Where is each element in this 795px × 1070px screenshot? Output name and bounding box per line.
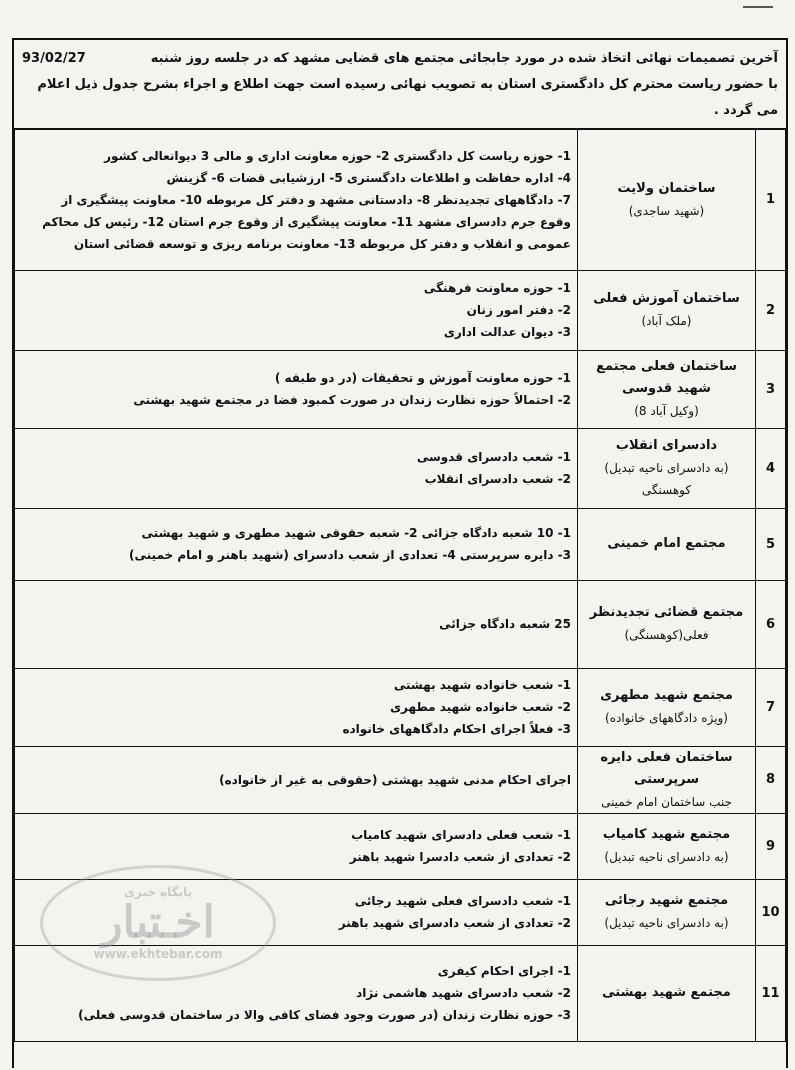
location-cell xyxy=(578,945,756,1041)
unit-item: 4- اداره حفاظت و اطلاعات دادگستری 5- ارزشیابی قضات 6- گزینش xyxy=(166,170,571,185)
unit-item: 2- تعدادی از شعب دادسرای شهید باهنر xyxy=(338,916,571,930)
meeting-date: 93/02/27 xyxy=(22,51,86,66)
assigned-units-cell xyxy=(15,879,578,948)
table-row xyxy=(15,508,786,580)
table-row xyxy=(15,879,786,945)
row-number: 10 xyxy=(756,879,786,945)
location-name: ساختمان آموزش فعلی xyxy=(593,291,740,306)
unit-item: 3- دیوان عدالت اداری xyxy=(443,325,571,339)
watermark-url: www.ekhtebar.com xyxy=(93,947,223,961)
unit-item: 1- حوزه ریاست کل دادگستری 2- حوزه معاونت اداری و مالی 3 دیوانعالی کشور xyxy=(104,148,571,163)
location-subtitle: (ویژه دادگاههای خانواده) xyxy=(605,711,728,725)
row-number: 8 xyxy=(756,746,786,813)
assigned-units-cell xyxy=(15,945,578,1041)
assigned-units-cell xyxy=(15,428,578,508)
unit-item: 25 شعبه دادگاه جزائی xyxy=(439,617,571,631)
location-name: مجتمع شهید کامیاب xyxy=(602,827,731,842)
unit-item: 1- شعب خانواده شهید بهشتی xyxy=(393,678,571,692)
location-cell xyxy=(578,508,756,580)
location-subtitle: (وکیل آباد 8) xyxy=(634,404,699,418)
assigned-units-cell xyxy=(15,130,578,270)
location-name: ساختمان ولایت xyxy=(617,180,716,196)
location-subtitle: (به دادسرای ناحیه تبدیل) xyxy=(604,850,729,864)
location-subtitle: (ملک آباد) xyxy=(641,314,692,328)
location-name: مجتمع شهید رجائی xyxy=(604,893,729,908)
table-row xyxy=(15,270,786,350)
location-cell xyxy=(578,668,756,746)
row-number: 1 xyxy=(756,130,786,270)
assigned-units-cell xyxy=(15,270,578,350)
location-subtitle-2: کوهسنگی xyxy=(641,483,692,497)
assigned-units-cell xyxy=(15,813,578,879)
location-name: ساختمان فعلی مجتمع شهید قدوسی xyxy=(596,359,737,396)
table-row xyxy=(15,945,786,1041)
document-page xyxy=(12,38,788,1068)
location-subtitle: (به دادسرای ناحیه تبدیل) xyxy=(604,916,729,930)
top-edge-mark xyxy=(743,0,773,8)
unit-item: وقوع جرم دادسرای مشهد 11- معاونت پیشگیری از وقوع جرم استان 12- رئیس کل محاکم xyxy=(42,214,571,229)
location-cell xyxy=(578,746,756,813)
table-row xyxy=(15,130,786,270)
unit-item: 1- شعب فعلی دادسرای شهید کامیاب xyxy=(351,828,571,842)
intro-line-2: با حضور ریاست محترم کل دادگستری استان به تصویب نهائی رسیده است جهت اطلاع و اجراء بشرح جدول ذیل اعلام می گردد . xyxy=(37,77,778,118)
row-number: 2 xyxy=(756,270,786,350)
location-name: مجتمع امام خمینی xyxy=(607,536,726,551)
location-cell xyxy=(578,350,756,428)
unit-item: 3- حوزه نظارت زندان (در صورت وجود فضای کافی والا در ساختمان قدوسی فعلی) xyxy=(78,1008,571,1022)
location-cell xyxy=(578,428,756,508)
assigned-units-cell xyxy=(15,508,578,580)
row-number: 6 xyxy=(756,580,786,668)
table-row xyxy=(15,746,786,813)
location-subtitle: (به دادسرای ناحیه تبدیل) xyxy=(604,461,729,475)
row-number: 3 xyxy=(756,350,786,428)
unit-item: 1- حوزه معاونت فرهنگی xyxy=(423,281,571,295)
location-subtitle: فعلی(کوهسنگی) xyxy=(624,628,709,642)
row-number: 5 xyxy=(756,508,786,580)
unit-item: 3- دایره سرپرستی 4- تعدادی از شعب دادسرای (شهید باهنر و امام خمینی) xyxy=(129,548,571,562)
row-number: 9 xyxy=(756,813,786,879)
location-cell xyxy=(578,879,756,945)
location-name: دادسرای انقلاب xyxy=(615,438,718,453)
relocation-table xyxy=(14,130,786,1042)
location-cell xyxy=(578,580,756,668)
location-name: مجتمع شهید بهشتی xyxy=(602,985,731,1000)
unit-item: 3- فعلاً اجرای احکام دادگاههای خانواده xyxy=(342,722,571,736)
location-name: ساختمان فعلی دایره سرپرستی xyxy=(600,749,733,787)
unit-item: 7- دادگاههای تجدیدنظر 8- دادستانی مشهد و دفتر کل مربوطه 10- معاونت پیشگیری از xyxy=(61,192,571,207)
watermark-logo-text: اخـتبار xyxy=(101,897,215,948)
intro-paragraph xyxy=(14,40,786,130)
unit-item: 2- احتمالاً حوزه نظارت زندان در صورت کمبود فضا در مجتمع شهید بهشتی xyxy=(133,393,571,407)
location-subtitle: (شهید ساجدی) xyxy=(628,203,705,218)
location-cell xyxy=(578,813,756,879)
row-number: 4 xyxy=(756,428,786,508)
unit-item: 2- شعب دادسرای شهید هاشمی نژاد xyxy=(356,986,571,1000)
location-cell xyxy=(578,270,756,350)
assigned-units-cell xyxy=(15,668,578,746)
table-row xyxy=(15,428,786,508)
unit-item: 2- شعب خانواده شهید مطهری xyxy=(390,700,571,714)
location-subtitle: جنب ساختمان امام خمینی xyxy=(601,794,732,809)
unit-item: 1- 10 شعبه دادگاه جزائی 2- شعبه حقوقی شهید مطهری و شهید بهشتی xyxy=(141,526,571,540)
unit-item: 1- شعب دادسرای فعلی شهید رجائی xyxy=(354,894,571,908)
watermark-arc-text: پایگاه خبری xyxy=(123,885,193,899)
unit-item: 1- اجرای احکام کیفری xyxy=(437,964,571,978)
table-row xyxy=(15,580,786,668)
row-number: 11 xyxy=(756,945,786,1041)
unit-item: 1- حوزه معاونت آموزش و تحقیقات (در دو طبقه ) xyxy=(274,371,571,385)
assigned-units-cell xyxy=(15,746,578,813)
table-row xyxy=(15,813,786,879)
unit-item: اجرای احکام مدنی شهید بهشتی (حقوقی به غیر از خانواده) xyxy=(219,772,571,787)
assigned-units-cell xyxy=(15,580,578,668)
table-row xyxy=(15,350,786,428)
unit-item: 2- تعدادی از شعب دادسرا شهید باهنر xyxy=(349,850,571,864)
intro-line-1: آخرین تصمیمات نهائی اتخاذ شده در مورد جابجائی مجتمع های قضایی مشهد که در جلسه روز شنبه xyxy=(150,51,778,66)
unit-item: 1- شعب دادسرای قدوسی xyxy=(416,450,571,464)
location-name: مجتمع قضائی تجدیدنظر xyxy=(589,605,744,620)
unit-item: عمومی و انقلاب و دفتر کل مربوطه 13- معاونت برنامه ریزی و توسعه قضائی استان xyxy=(73,236,571,251)
location-cell xyxy=(578,130,756,270)
assigned-units-cell xyxy=(15,350,578,428)
table-row xyxy=(15,668,786,746)
row-number: 7 xyxy=(756,668,786,746)
unit-item: 2- دفتر امور زنان xyxy=(466,303,571,317)
location-name: مجتمع شهید مطهری xyxy=(600,688,733,703)
unit-item: 2- شعب دادسرای انقلاب xyxy=(424,472,571,486)
